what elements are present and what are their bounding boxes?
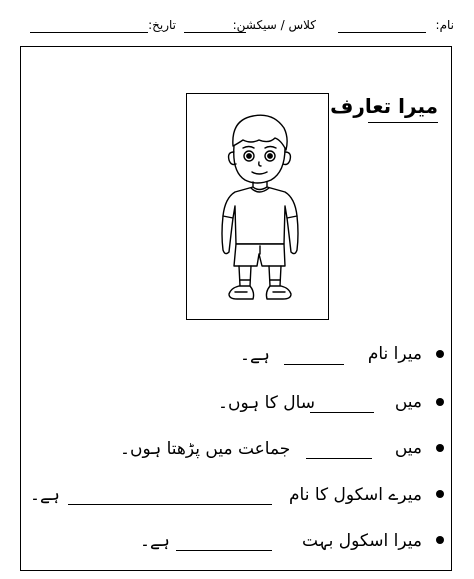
title-underline (368, 122, 438, 123)
fill-blank[interactable] (68, 504, 272, 505)
item-text-after: ہے۔ (140, 531, 170, 551)
name-label: نام: (435, 18, 454, 32)
item-text-before: میرے اسکول کا نام (289, 485, 422, 505)
item-text-after: سال کا ہوں۔ (218, 393, 316, 413)
bullet-icon (436, 398, 444, 406)
name-blank[interactable] (338, 32, 426, 33)
item-text-before: میرا نام (367, 344, 422, 364)
fill-blank[interactable] (306, 458, 372, 459)
list-item (30, 344, 444, 368)
bullet-icon (436, 490, 444, 498)
date-label: تاریخ: (148, 18, 176, 32)
boy-illustration (187, 94, 330, 321)
worksheet-title: میرا تعارف (330, 94, 438, 118)
fill-blank[interactable] (310, 412, 374, 413)
class-section-blank[interactable] (184, 32, 246, 33)
item-text-before: میں (394, 392, 422, 412)
item-text-before: میرا اسکول بہت (301, 531, 422, 551)
fill-blank[interactable] (176, 550, 272, 551)
bullet-icon (436, 350, 444, 358)
item-text-before: میں (394, 438, 422, 458)
item-text-after: ہے۔ (30, 485, 60, 505)
item-text-after: ہے۔ (240, 345, 270, 365)
item-text-after: جماعت میں پڑھتا ہوں۔ (120, 439, 291, 459)
bullet-icon (436, 536, 444, 544)
picture-box (186, 93, 329, 320)
date-blank[interactable] (30, 32, 148, 33)
fill-blank[interactable] (284, 364, 344, 365)
class-section-label: کلاس / سیکشن: (232, 18, 316, 32)
worksheet-header (16, 8, 462, 40)
bullet-icon (436, 444, 444, 452)
